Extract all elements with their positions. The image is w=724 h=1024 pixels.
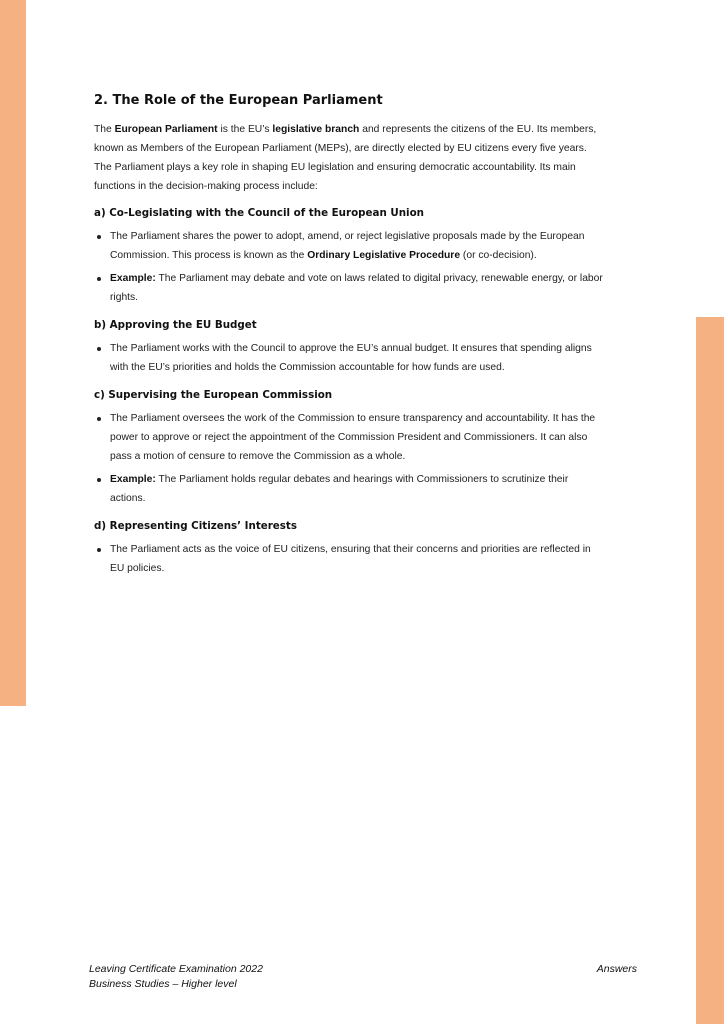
footer-exam-line: Leaving Certificate Examination 2022: [89, 963, 263, 975]
item-bold-term: Ordinary Legislative Procedure: [307, 250, 461, 261]
list-item: [94, 470, 606, 508]
right-accent-bar: [696, 317, 724, 1024]
intro-text: The: [94, 124, 115, 135]
subsection-heading-c: c) Supervising the European Commission: [94, 389, 333, 401]
item-text: The Parliament oversees the work of the Commission to ensure transparency and accountability. It has the power to approve or reject the appointment of the Commission President and Commissioners. It can also pass a motion of censure to remove the Commission as a whole.: [110, 413, 596, 462]
subsection-list-c: [94, 409, 606, 508]
item-text: (or co-decision).: [460, 250, 537, 261]
intro-bold-term: legislative branch: [272, 124, 360, 135]
subsection-list-a: [94, 227, 606, 307]
footer-exam-info: [89, 962, 263, 992]
section-title: 2. The Role of the European Parliament: [94, 93, 383, 108]
item-text: The Parliament works with the Council to approve the EU’s annual budget. It ensures that spending aligns with the EU’s priorities and holds the Commission accountable for how funds are used.: [110, 343, 592, 373]
subsection-list-b: [94, 339, 606, 377]
list-item: [94, 339, 606, 377]
intro-text: and represents the citizens of the EU. Its members, known as Members of the European Parliament (MEPs), are directly elected by EU citizens every five years. The Parliament plays a key role in shaping EU legislation and ensuring democratic accountability. Its main functions in the decision-making process include:: [94, 124, 597, 192]
item-text: The Parliament holds regular debates and hearings with Commissioners to scrutinize their actions.: [110, 474, 569, 504]
left-accent-bar: [0, 0, 26, 706]
subsection-heading-a: a) Co-Legislating with the Council of the European Union: [94, 207, 424, 219]
list-item: [94, 269, 606, 307]
example-label: Example:: [110, 474, 156, 485]
footer-answers-label: Answers: [596, 963, 637, 975]
subsection-heading-b: b) Approving the EU Budget: [94, 319, 257, 331]
list-item: [94, 540, 606, 578]
item-text: The Parliament acts as the voice of EU citizens, ensuring that their concerns and priorities are reflected in EU policies.: [110, 544, 591, 574]
subsection-list-d: [94, 540, 606, 578]
item-text: The Parliament shares the power to adopt, amend, or reject legislative proposals made by the European Commission. This process is known as the: [110, 231, 585, 261]
intro-text: is the EU’s: [217, 124, 273, 135]
answer-content: [94, 93, 606, 590]
footer-subject-line: Business Studies – Higher level: [89, 978, 237, 990]
list-item: [94, 409, 606, 466]
section-intro: [94, 120, 606, 196]
item-text: The Parliament may debate and vote on laws related to digital privacy, renewable energy, or labor rights.: [110, 273, 603, 303]
subsection-heading-d: d) Representing Citizens’ Interests: [94, 520, 297, 532]
list-item: [94, 227, 606, 265]
example-label: Example:: [110, 273, 156, 284]
intro-bold-term: European Parliament: [114, 124, 218, 135]
